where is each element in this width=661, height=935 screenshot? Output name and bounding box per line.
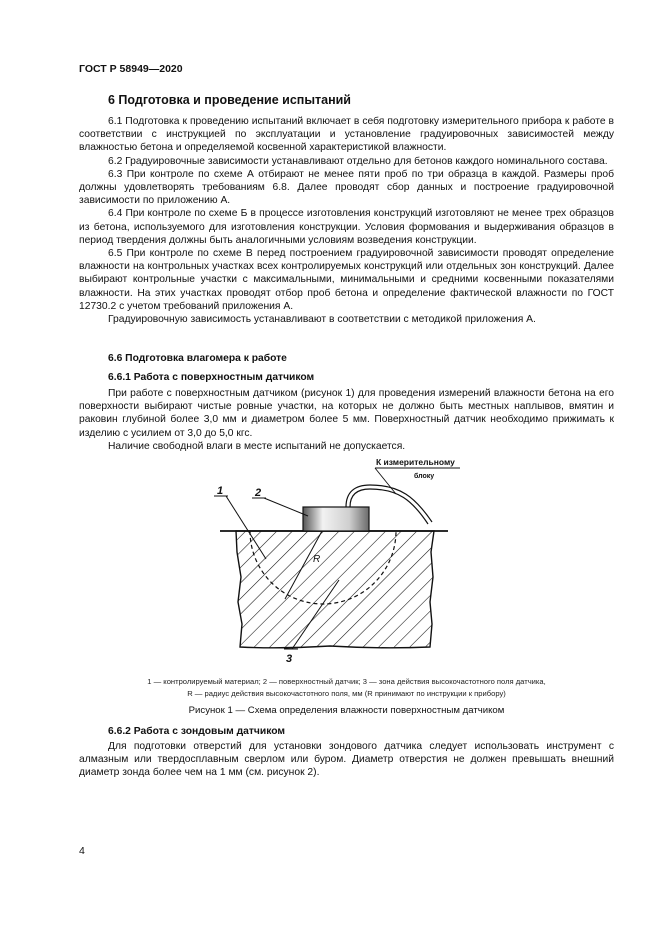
label-3: 3 <box>286 653 293 665</box>
section6-body <box>79 115 614 326</box>
label-2: 2 <box>255 487 262 499</box>
figure-1-title: Рисунок 1 — Схема определения влажности поверхностным датчиком <box>188 705 505 716</box>
paragraph-surface-sensor: При работе с поверхностным датчиком (рисунок 1) для проведения измерений влажности бетона на его поверхности выбирают чистые ровные участки, на которых не должно быть местных наплывов, вмятин и раковин глубиной более 3,0 мм и диаметром более 5 мм. Поверхностный датчик необходимо прижимать к изделию с усилием от 3,0 до 5,0 кгс. <box>79 388 614 439</box>
figure-1-legend <box>79 676 614 700</box>
legend-line-2: R — радиус действия высокочастотного поля, мм (R принимают по инструкции к прибору) <box>187 689 506 698</box>
figure-1-diagram <box>200 452 460 670</box>
page-number: 4 <box>79 845 85 857</box>
subsection-6-6-title: 6.6 Подготовка влагомера к работе <box>108 353 287 364</box>
paragraph-free-moisture: Наличие свободной влаги в месте испытаний не допускается. <box>108 440 406 452</box>
subsection-6-6-1-title: 6.6.1 Работа с поверхностным датчиком <box>108 372 315 383</box>
paragraph-6-5: 6.5 При контроле по схеме В перед построением градуировочной зависимости проводят определение влажности на контрольных участках всех контролируемых конструкций или отдельных зон конструкций. Далее выбирают контрольные участки с максимальными, минимальными и средними косвенными показателями влажности. На этих участках проводят отбор проб бетона и определение фактической влажности по ГОСТ 12730.2 с учетом требований приложения А. <box>79 248 614 312</box>
cable-label-line2: блоку <box>414 473 435 480</box>
cable-label-line1: К измерительному <box>376 457 455 467</box>
paragraph-6-1: 6.1 Подготовка к проведению испытаний включает в себя подготовку измерительного прибора к работе в соответствии с инструкцией по эксплуатации и установление градуировочных зависимостей между влажностью бетона и определяемой косвенной характеристикой влажности. <box>79 116 614 154</box>
concrete-block <box>236 531 434 648</box>
subsection-6-6-2-title: 6.6.2 Работа с зондовым датчиком <box>108 726 286 737</box>
paragraph-6-4: 6.4 При контроле по схеме Б в процессе изготовления конструкций изготовляют не менее трех образцов из бетона, используемого для изготовления конструкции. Условия формования и выдерживания образцов в период твердения должны быть аналогичными условиям возведения конструкции. <box>79 208 614 246</box>
radius-label: R <box>313 554 321 565</box>
paragraph-probe-sensor: Для подготовки отверстий для установки зондового датчика следует использовать инструмент с алмазным или твердосплавным сверлом или буром. Диаметр отверстия не должен превышать внешний диаметр зонда более чем на 1 мм (см. рисунок 2). <box>79 741 614 779</box>
paragraph-calibration: Градуировочную зависимость устанавливают в соответствии с методикой приложения А. <box>108 314 536 326</box>
paragraph-6-3: 6.3 При контроле по схеме А отбирают не менее пяти проб по три образца в каждой. Размеры проб должны удовлетворять требованиям 6.8. Далее проводят сбор данных и построение градуировочной зависимости по приложению А. <box>79 168 614 207</box>
legend-line-1: 1 — контролируемый материал; 2 — поверхностный датчик; 3 — зона действия высокочастотного поля датчика, <box>147 677 546 686</box>
subsection-6-6-2-body <box>79 740 614 780</box>
label-1: 1 <box>217 485 224 497</box>
paragraph-6-2: 6.2 Градуировочные зависимости устанавливают отдельно для бетонов каждого номинального состава. <box>108 155 608 167</box>
subsection-6-6-1-body <box>79 387 614 453</box>
leader-2 <box>264 498 308 516</box>
document-header: ГОСТ Р 58949—2020 <box>79 63 183 75</box>
section-title: 6 Подготовка и проведение испытаний <box>108 93 351 107</box>
surface-sensor <box>303 507 369 531</box>
